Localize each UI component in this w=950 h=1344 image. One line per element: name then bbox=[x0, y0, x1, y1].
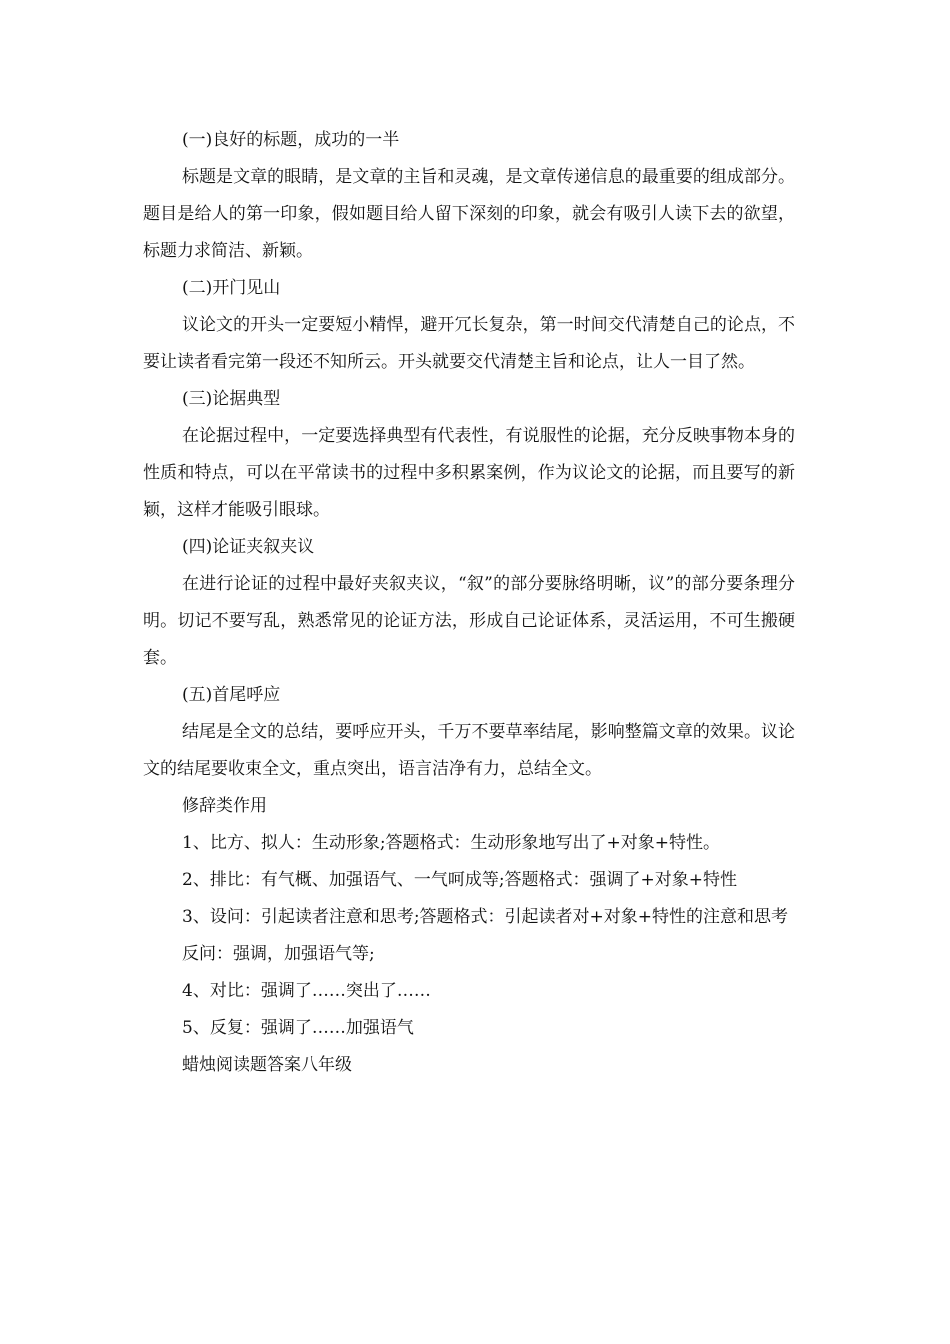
list-item: 3、设问：引起读者注意和思考;答题格式：引起读者对+对象+特性的注意和思考 bbox=[182, 907, 789, 927]
list-item: 1、比方、拟人：生动形象;答题格式：生动形象地写出了+对象+特性。 bbox=[182, 833, 721, 853]
section-heading-3: (三)论据典型 bbox=[182, 389, 281, 409]
document-page bbox=[143, 122, 795, 1084]
section-heading-5: (五)首尾呼应 bbox=[182, 685, 281, 705]
section-heading-4: (四)论证夹叙夹议 bbox=[182, 537, 315, 557]
section-heading-1: (一)良好的标题，成功的一半 bbox=[182, 130, 400, 150]
rhetoric-heading: 修辞类作用 bbox=[182, 796, 267, 816]
body-paragraph-5: 结尾是全文的总结，要呼应开头，千万不要草率结尾，影响整篇文章的效果。议论文的结尾要收束全文，重点突出，语言洁净有力，总结全文。 bbox=[143, 722, 795, 779]
closing-title: 蜡烛阅读题答案八年级 bbox=[182, 1055, 352, 1075]
list-item: 反问：强调，加强语气等; bbox=[182, 944, 375, 964]
section-heading-2: (二)开门见山 bbox=[182, 278, 281, 298]
body-paragraph-3: 在论据过程中，一定要选择典型有代表性，有说服性的论据，充分反映事物本身的性质和特点，可以在平常读书的过程中多积累案例，作为议论文的论据，而且要写的新颖，这样才能吸引眼球。 bbox=[143, 426, 795, 520]
list-item: 5、反复：强调了……加强语气 bbox=[182, 1018, 414, 1038]
list-item: 2、排比：有气概、加强语气、一气呵成等;答题格式：强调了+对象+特性 bbox=[182, 870, 738, 890]
body-paragraph-1: 标题是文章的眼睛，是文章的主旨和灵魂，是文章传递信息的最重要的组成部分。题目是给人的第一印象，假如题目给人留下深刻的印象，就会有吸引人读下去的欲望，标题力求简洁、新颖。 bbox=[143, 167, 795, 261]
body-paragraph-4: 在进行论证的过程中最好夹叙夹议，“叙”的部分要脉络明晰，议”的部分要条理分明。切记不要写乱，熟悉常见的论证方法，形成自己论证体系，灵活运用，不可生搬硬套。 bbox=[143, 574, 795, 668]
body-paragraph-2: 议论文的开头一定要短小精悍，避开冗长复杂，第一时间交代清楚自己的论点，不要让读者看完第一段还不知所云。开头就要交代清楚主旨和论点，让人一目了然。 bbox=[143, 315, 795, 372]
list-item: 4、对比：强调了……突出了…… bbox=[182, 981, 431, 1001]
